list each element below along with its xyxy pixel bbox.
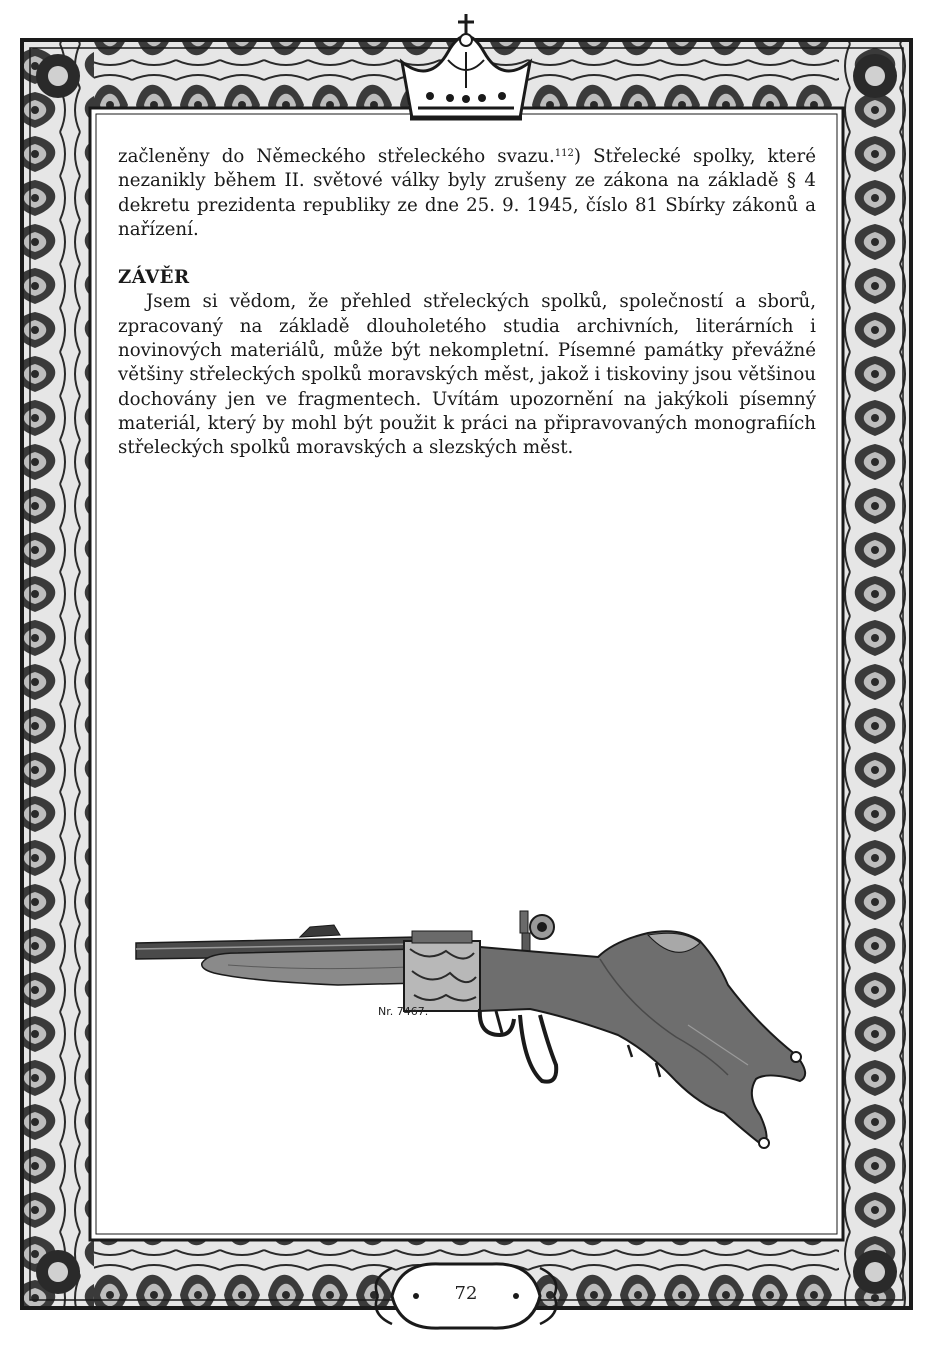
main-text [118, 145, 816, 461]
rifle-illustration [128, 905, 818, 1170]
page-number: 72 [454, 1283, 478, 1304]
figure-label: Nr. 7467. [378, 1005, 429, 1018]
paragraph-intro [118, 145, 816, 242]
paragraph-intro-start: začleněny do Německého střeleckého svazu. [118, 146, 555, 167]
section-heading: ZÁVĚR [118, 267, 190, 289]
conclusion-paragraph: Jsem si vědom, že přehled střeleckých spolků, společností a sborů, zpracovaný na základě dlouholetého studia archivních, literárních i novinových materiálů, může být nekompletní. Písemné památky převážné většiny střeleckých spolků moravských měst, jakož i tiskoviny jsou většinou dochovány jen ve fragmentech. Uvítám upozornění na jakýkoli písemný materiál, který by mohl být použit k práci na připravovaných monografiích střeleckých spolků moravských a slezských měst. [118, 291, 816, 459]
paragraph-intro-rest: ) Střelecké spolky, které nezanikly během II. světové války byly zrušeny ze zákona na základě § 4 dekretu prezidenta republiky ze dne 25. 9. 1945, číslo 81 Sbírky zákonů a nařízení. [118, 146, 816, 240]
footnote-marker: 112 [554, 148, 574, 159]
